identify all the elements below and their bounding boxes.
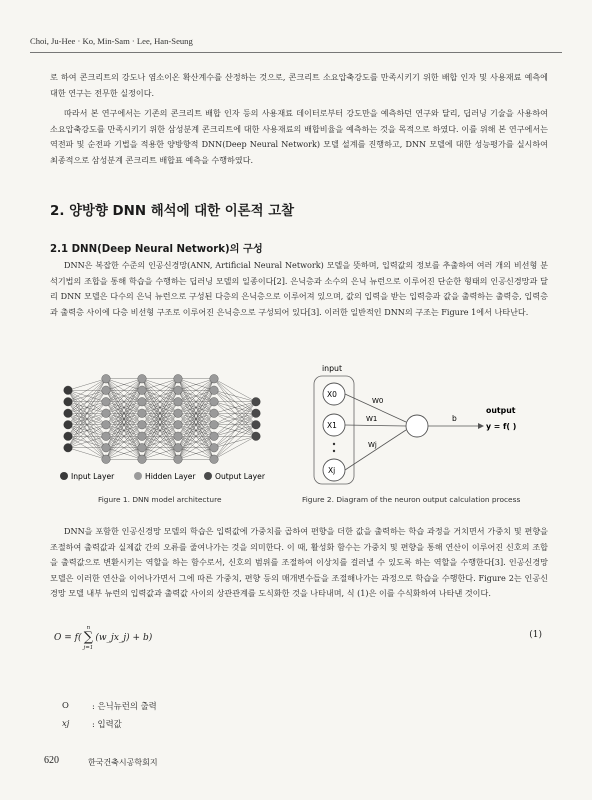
equation-1 <box>54 624 152 652</box>
connection-line <box>214 436 256 459</box>
hidden-neuron <box>138 397 147 406</box>
hidden-neuron <box>174 409 183 418</box>
figure1-legend <box>60 472 266 481</box>
sum-lower-limit: j=1 <box>83 645 94 651</box>
connection-line <box>214 402 256 460</box>
hidden-neuron <box>210 455 219 464</box>
running-header: Choi, Ju-Hee · Ko, Min-Sam · Lee, Han-Seung <box>30 36 193 46</box>
input-neuron <box>64 443 73 452</box>
header-rule <box>30 52 562 53</box>
section-heading: 2. 양방향 DNN 해석에 대한 이론적 고찰 <box>50 204 295 219</box>
output-expression: y = f( ) <box>486 422 517 431</box>
hidden-neuron <box>102 420 111 429</box>
figure2-caption: Figure 2. Diagram of the neuron output calculation process <box>302 495 521 504</box>
legend-output-marker <box>204 472 212 480</box>
hidden-neuron <box>102 432 111 441</box>
var-desc-o: : 은닉뉴런의 출력 <box>92 701 157 711</box>
input-node-xj-label: Xj <box>328 466 336 475</box>
journal-name: 한국건축시공학회지 <box>88 758 158 767</box>
legend-input-label: Input Layer <box>71 472 115 481</box>
input-label: input <box>322 364 343 373</box>
connection-line <box>214 390 256 402</box>
connection-line <box>68 379 106 414</box>
paragraph-intro-end: 로 하여 콘크리트의 강도나 염소이온 확산계수를 산정하는 것으로, 콘크리트 소요압축강도를 만족시키기 위한 배합 인자 및 사용재료 예측에 대한 연구는 전무한 실정이다. <box>50 72 548 98</box>
hidden-neuron <box>102 397 111 406</box>
weight-w0-label: W0 <box>372 397 384 405</box>
input-neuron <box>64 409 73 418</box>
equation-number: (1) <box>529 630 542 640</box>
weight-wj-label: Wj <box>368 441 377 449</box>
summation <box>83 624 93 652</box>
input-neuron <box>64 386 73 395</box>
hidden-neuron <box>102 374 111 383</box>
hidden-neuron <box>138 374 147 383</box>
output-neuron <box>252 409 261 418</box>
input-node-x0-label: X0 <box>327 390 337 399</box>
network-connections <box>68 379 256 460</box>
ellipsis-dot <box>333 443 335 445</box>
var-symbol-o: O <box>62 700 69 710</box>
output-label: output <box>486 406 516 415</box>
hidden-neuron <box>138 386 147 395</box>
connection-line <box>68 379 106 391</box>
equation-term: (w_jx_j) + b) <box>95 633 153 643</box>
hidden-neuron <box>138 409 147 418</box>
sigma-icon: ∑ <box>83 630 94 645</box>
input-neuron <box>64 432 73 441</box>
connection-line <box>68 448 106 460</box>
ellipsis-dot <box>333 450 335 452</box>
arrow-head-icon <box>478 423 484 429</box>
output-neuron <box>252 432 261 441</box>
hidden-neuron <box>210 409 219 418</box>
hidden-neuron <box>102 455 111 464</box>
connection-line <box>214 379 256 402</box>
sum-upper-limit: n <box>86 625 91 631</box>
hidden-neuron <box>102 443 111 452</box>
hidden-neuron <box>210 386 219 395</box>
legend-hidden-label: Hidden Layer <box>145 472 196 481</box>
paragraph-purpose: 따라서 본 연구에서는 기존의 콘크리트 배합 인자 등의 사용재료 데이터로부터 강도만을 예측하던 연구와 달리, 딥러닝 기술을 사용하여 소요압축강도를 만족시키기 위한 삼성분계 콘크리트에 대한 사용재료의 배합비율을 예측하는 것을 목적으로 하였다. 이를 위해 본 연구에서는 역전파 및 순전파 기법을 적용한 양방향적 DNN(Deep Neural Network) 모델 설계를 진행하고, DNN 모델에 대한 성능평가를 실시하여 최종적으로 삼성분계 콘크리트 배합표 예측을 수행하였다. <box>50 108 548 165</box>
dnn-architecture-figure <box>50 370 290 490</box>
output-neuron <box>252 397 261 406</box>
var-symbol-xj: xj <box>62 718 70 728</box>
hidden-neuron <box>210 443 219 452</box>
hidden-neuron <box>174 432 183 441</box>
hidden-neuron <box>174 420 183 429</box>
neuron-node <box>406 415 428 437</box>
connection-line <box>68 379 106 437</box>
legend-output-label: Output Layer <box>215 472 265 481</box>
input-neuron <box>64 397 73 406</box>
hidden-neuron <box>102 386 111 395</box>
weight-w1-label: W1 <box>366 415 378 423</box>
hidden-neuron <box>210 432 219 441</box>
hidden-neuron <box>138 432 147 441</box>
bias-label: b <box>452 414 457 423</box>
connection-line <box>214 425 256 460</box>
hidden-neuron <box>210 420 219 429</box>
legend-input-marker <box>60 472 68 480</box>
hidden-neuron <box>102 409 111 418</box>
hidden-neuron <box>138 455 147 464</box>
figure1-caption: Figure 1. DNN model architecture <box>98 495 222 504</box>
equation-lhs: O = f( <box>54 633 82 643</box>
page-number: 620 <box>44 755 59 766</box>
hidden-neuron <box>174 386 183 395</box>
input-neuron <box>64 420 73 429</box>
hidden-neuron <box>174 443 183 452</box>
paragraph-learning: DNN을 포함한 인공신경망 모델의 학습은 입력값에 가중치를 곱하여 편향을 더한 값을 출력하는 학습 과정을 거치면서 가중치 및 편향을 조절하여 출력값과 실제값 간의 오류를 줄여나가는 것을 의미한다. 이 때, 활성화 함수는 가중치 및 편향을 통해 연산이 이루어진 신호의 조합을 출력값으로 변환시키는 역할을 하는 함수로서, 신호의 범위를 조절하여 이상치를 걸러낼 수 있도록 하는 역할을 수행한다[3]. 인공신경망 모델은 이러한 연산을 이어나가면서 그에 따른 가중치, 편향 등의 매개변수들을 조절해나가는 과정으로 학습을 수행한다. Figure 2는 인공신경망 모델 내부 뉴런의 입력값과 출력값 사이의 상관관계를 도식화한 것을 나타내며, 식 (1)은 이를 수식화하여 나타낸 것이다. <box>50 526 548 599</box>
neuron-output-figure <box>300 358 550 486</box>
hidden-neuron <box>210 397 219 406</box>
hidden-neuron <box>174 397 183 406</box>
var-desc-xj: : 입력값 <box>92 719 122 729</box>
paragraph-dnn-definition: DNN은 복잡한 수준의 인공신경망(ANN, Artificial Neural Network) 모델을 뜻하며, 입력값의 정보를 추출하여 여러 개의 비선형 분석기법의 조합을 통해 학습을 수행하는 딥러닝 모델의 일종이다[2]. 은닉층과 소수의 은닉 뉴런으로 이루어진 단순한 형태의 인공신경망과 달리 DNN 모델은 다수의 은닉 뉴런으로 구성된 다층의 은닉층으로 이루어져 있으며, 값의 입력을 받는 입력층과 값을 출력하는 출력층, 입력층과 출력층 사이에 다층 비선형 구조로 이루어진 은닉층으로 구성되어 있다[3]. 이러한 일반적인 DNN의 구조는 Figure 1에서 나타난다. <box>50 260 548 317</box>
hidden-neuron <box>174 374 183 383</box>
hidden-neuron <box>210 374 219 383</box>
legend-hidden-marker <box>134 472 142 480</box>
hidden-neuron <box>138 420 147 429</box>
hidden-neuron <box>138 443 147 452</box>
hidden-neuron <box>174 455 183 464</box>
output-neuron <box>252 420 261 429</box>
subsection-heading: 2.1 DNN(Deep Neural Network)의 구성 <box>50 244 263 255</box>
input-node-x1-label: X1 <box>327 421 337 430</box>
